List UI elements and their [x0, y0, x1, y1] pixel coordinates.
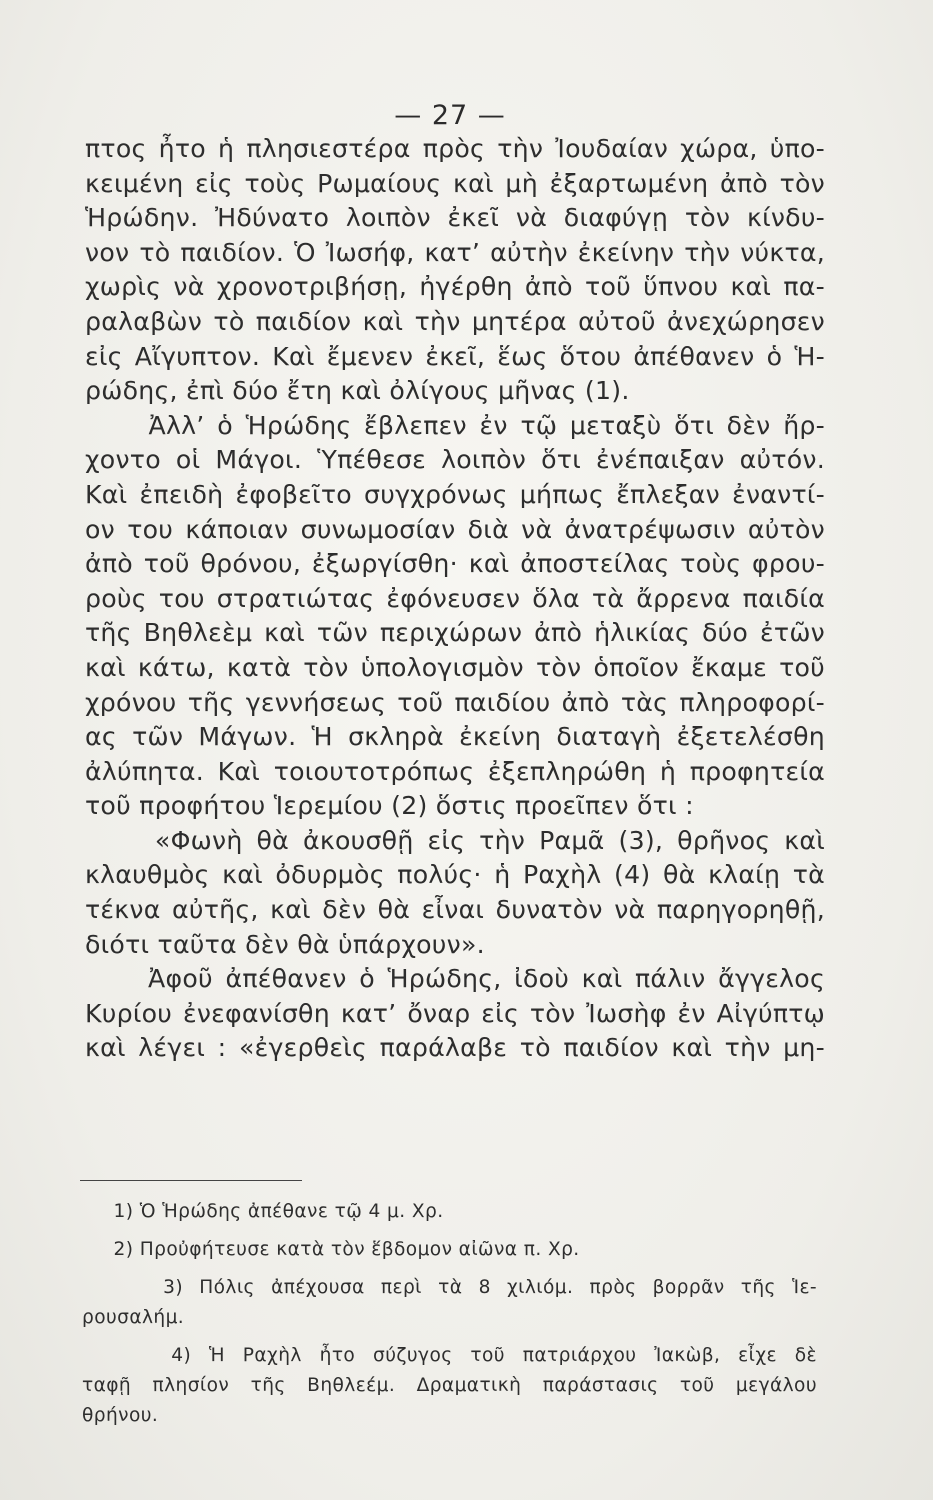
text-line: ας τῶν Μάγων. Ἡ σκληρὰ ἐκείνη διαταγὴ ἐξετελέσθη — [85, 722, 825, 752]
text-line: Ἡρώδην. Ἠδύνατο λοιπὸν ἐκεῖ νὰ διαφύγῃ τὸν κίνδυ- — [85, 203, 825, 233]
text-line: πτος ἦτο ἡ πλησιεστέρα πρὸς τὴν Ἰουδαίαν χώρα, ὑπο- — [85, 134, 825, 163]
footnote-gap — [82, 1265, 817, 1273]
text-line: Κυρίου ἐνεφανίσθη κατ’ ὄναρ εἰς τὸν Ἰωσὴφ ἐν Αἰγύπτῳ — [85, 998, 825, 1028]
text-line: ρώδης, ἐπὶ δύο ἔτη καὶ ὀλίγους μῆνας (1). — [85, 376, 630, 406]
text-line: νον τὸ παιδίον. Ὁ Ἰωσήφ, κατ’ αὐτὴν ἐκείνην τὴν νύκτα, — [85, 237, 825, 267]
text-line: ραλαβὼν τὸ παιδίον καὶ τὴν μητέρα αὐτοῦ ἀνεχώρησεν — [85, 306, 825, 336]
text-line: εἰς Αἴγυπτον. Καὶ ἔμενεν ἐκεῖ, ἕως ὅτου ἀπέθανεν ὁ Ἡ- — [85, 341, 825, 371]
footnote-gap — [82, 1227, 817, 1235]
page-number: — 27 — — [394, 100, 506, 131]
footnote-line: 4) Ἡ Ραχὴλ ἦτο σύζυγος τοῦ πατριάρχου Ἰακὼβ, εἶχε δὲ — [82, 1345, 817, 1366]
text-line: διότι ταῦτα δὲν θὰ ὑπάρχουν». — [85, 929, 485, 959]
text-line: καὶ λέγει : «ἐγερθεὶς παράλαβε τὸ παιδίον καὶ τὴν μη- — [85, 1033, 825, 1063]
text-line: ον του κάποιαν συνωμοσίαν διὰ νὰ ἀνατρέψωσιν αὐτὸν — [85, 514, 825, 544]
main-text — [85, 132, 825, 1066]
text-line: «Φωνὴ θὰ ἀκουσθῇ εἰς τὴν Ραμᾶ (3), θρῆνος καὶ — [85, 825, 825, 855]
text-line: ἀλύπητα. Καὶ τοιουτοτρόπως ἐξεπληρώθη ἡ προφητεία — [85, 756, 825, 786]
text-line: ροὺς του στρατιώτας ἐφόνευσεν ὅλα τὰ ἄρρενα παιδία — [85, 583, 825, 613]
text-line: χωρὶς νὰ χρονοτριβήσῃ, ἠγέρθη ἀπὸ τοῦ ὕπνου καὶ πα- — [85, 272, 825, 302]
text-line: τῆς Βηθλεὲμ καὶ τῶν περιχώρων ἀπὸ ἡλικίας δύο ἐτῶν — [85, 618, 825, 648]
text-line: Καὶ ἐπειδὴ ἐφοβεῖτο συγχρόνως μήπως ἔπλεξαν ἐναντί- — [85, 479, 825, 509]
footnote-line: ταφῇ πλησίον τῆς Βηθλεέμ. Δραματικὴ παράστασις τοῦ μεγάλου — [82, 1375, 817, 1396]
text-line: χοντο οἱ Μάγοι. Ὑπέθεσε λοιπὸν ὅτι ἐνέπαιξαν αὐτόν. — [85, 445, 825, 475]
footnote-line: θρήνου. — [82, 1405, 159, 1426]
text-line: Ἀφοῦ ἀπέθανεν ὁ Ἡρώδης, ἰδοὺ καὶ πάλιν ἄγγελος — [85, 964, 825, 994]
footnote-line: ρουσαλήμ. — [82, 1307, 185, 1328]
footnote-gap — [82, 1333, 817, 1341]
footnote-line: 1) Ὁ Ἡρώδης ἀπέθανε τῷ 4 μ. Χρ. — [82, 1201, 444, 1222]
footnote-line: 2) Προὐφήτευσε κατὰ τὸν ἕβδομον αἰῶνα π. Χρ. — [82, 1239, 580, 1260]
text-line: τέκνα αὐτῆς, καὶ δὲν θὰ εἶναι δυνατὸν νὰ παρηγορηθῇ, — [85, 895, 825, 925]
text-line: Ἀλλ’ ὁ Ἡρώδης ἔβλεπεν ἐν τῷ μεταξὺ ὅτι δὲν ἤρ- — [85, 410, 825, 440]
text-line: χρόνου τῆς γεννήσεως τοῦ παιδίου ἀπὸ τὰς πληροφορί- — [85, 687, 825, 717]
footnote-separator — [80, 1180, 302, 1181]
footnote-line: 3) Πόλις ἀπέχουσα περὶ τὰ 8 χιλιόμ. πρὸς βορρᾶν τῆς Ἱε- — [82, 1277, 817, 1298]
footnotes — [82, 1197, 817, 1431]
text-line: κειμένη εἰς τοὺς Ρωμαίους καὶ μὴ ἐξαρτωμένη ἀπὸ τὸν — [85, 168, 825, 198]
text-line: καὶ κάτω, κατὰ τὸν ὑπολογισμὸν τὸν ὁποῖον ἔκαμε τοῦ — [85, 652, 825, 682]
text-line: κλαυθμὸς καὶ ὀδυρμὸς πολύς· ἡ Ραχὴλ (4) θὰ κλαίῃ τὰ — [85, 860, 825, 890]
text-line: ἀπὸ τοῦ θρόνου, ἐξωργίσθη· καὶ ἀποστείλας τοὺς φρου- — [85, 549, 825, 579]
text-line: τοῦ προφήτου Ἱερεμίου (2) ὅστις προεῖπεν ὅτι : — [85, 791, 694, 821]
